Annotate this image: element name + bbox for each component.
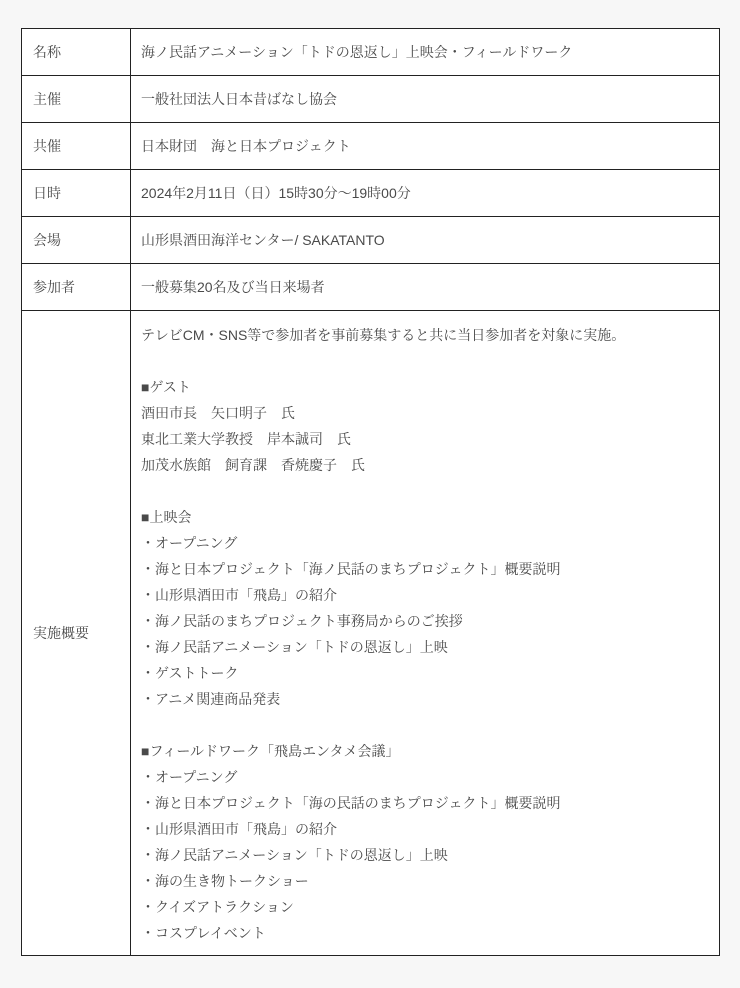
overview-line: ・海の生き物トークショー xyxy=(141,873,309,889)
overview-line: ・ゲストトーク xyxy=(141,665,239,681)
overview-line: ・山形県酒田市「飛島」の紹介 xyxy=(141,821,337,837)
overview-line: ・山形県酒田市「飛島」の紹介 xyxy=(141,587,337,603)
overview-line-blank xyxy=(141,478,705,504)
overview-line-blank xyxy=(141,348,705,374)
overview-line: ・アニメ関連商品発表 xyxy=(141,691,281,707)
overview-line: 東北工業大学教授 岸本誠司 氏 xyxy=(141,431,351,447)
row-value: 一般募集20名及び当日来場者 xyxy=(131,264,720,311)
table-row-name xyxy=(22,29,720,76)
row-label: 会場 xyxy=(22,217,131,264)
row-value: 2024年2月11日（日）15時30分～19時00分 xyxy=(131,170,720,217)
row-value: 日本財団 海と日本プロジェクト xyxy=(131,123,720,170)
overview-line: ・オープニング xyxy=(141,535,238,551)
table-row-overview xyxy=(22,311,720,956)
overview-line: ・海ノ民話のまちプロジェクト事務局からのご挨拶 xyxy=(141,613,463,629)
table-row-venue xyxy=(22,217,720,264)
overview-line: ・コスプレイベント xyxy=(141,925,266,941)
row-value: 海ノ民話アニメーション「トドの恩返し」上映会・フィールドワーク xyxy=(131,29,720,76)
overview-line: 酒田市長 矢口明子 氏 xyxy=(141,405,295,421)
row-value: 山形県酒田海洋センター/ SAKATANTO xyxy=(131,217,720,264)
overview-line-screening-heading: ■上映会 xyxy=(141,509,192,525)
table-row-datetime xyxy=(22,170,720,217)
table-row-participants xyxy=(22,264,720,311)
overview-line: ・海ノ民話アニメーション「トドの恩返し」上映 xyxy=(141,639,448,655)
table-row-organizer xyxy=(22,76,720,123)
overview-line: ・海ノ民話アニメーション「トドの恩返し」上映 xyxy=(141,847,448,863)
row-label: 主催 xyxy=(22,76,131,123)
row-label: 共催 xyxy=(22,123,131,170)
event-info-table xyxy=(21,28,720,956)
overview-line: ・クイズアトラクション xyxy=(141,899,294,915)
overview-line: テレビCM・SNS等で参加者を事前募集すると共に当日参加者を対象に実施。 xyxy=(141,327,626,343)
row-label: 日時 xyxy=(22,170,131,217)
row-value: 一般社団法人日本昔ばなし協会 xyxy=(131,76,720,123)
table-row-co-organizer xyxy=(22,123,720,170)
overview-line-blank xyxy=(141,712,705,738)
overview-line: ・海と日本プロジェクト「海ノ民話のまちプロジェクト」概要説明 xyxy=(141,561,561,577)
row-label: 名称 xyxy=(22,29,131,76)
row-value-overview xyxy=(131,311,720,956)
overview-line: ・オープニング xyxy=(141,769,238,785)
overview-line: ・海と日本プロジェクト「海の民話のまちプロジェクト」概要説明 xyxy=(141,795,561,811)
overview-line-guest-heading: ■ゲスト xyxy=(141,379,191,395)
overview-line-fieldwork-heading: ■フィールドワーク「飛島エンタメ会議」 xyxy=(141,743,400,759)
overview-line: 加茂水族館 飼育課 香焼慶子 氏 xyxy=(141,457,365,473)
row-label: 参加者 xyxy=(22,264,131,311)
row-label: 実施概要 xyxy=(22,311,131,956)
